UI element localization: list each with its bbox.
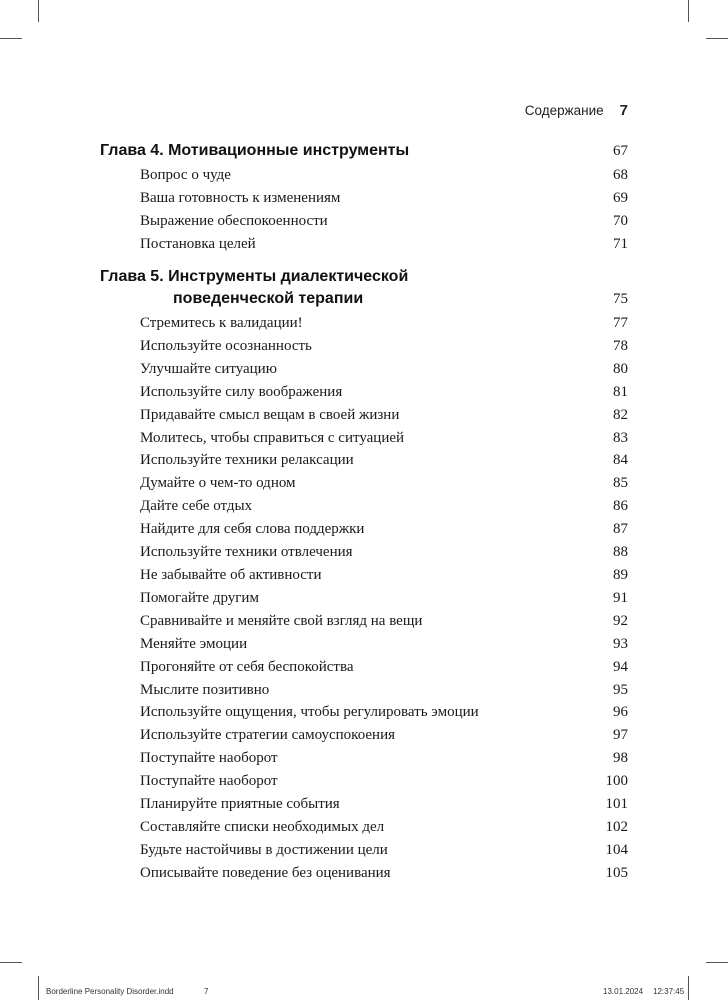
toc-entry: [100, 358, 628, 381]
chapter-5-heading-line-1: [100, 266, 628, 288]
toc-entry: [100, 587, 628, 610]
toc-entry: [100, 747, 628, 770]
toc-entry-page: 102: [605, 818, 628, 835]
crop-mark-left-top: [0, 38, 22, 39]
chapter-5-title-line-1: Глава 5. Инструменты диалектической: [100, 268, 409, 285]
toc-entry: [100, 656, 628, 679]
running-head-section: Содержание: [524, 103, 604, 118]
toc-entry: [100, 495, 628, 518]
toc-entry: [100, 518, 628, 541]
toc-entry-page: 78: [613, 337, 628, 354]
toc-entry-page: 100: [605, 773, 628, 790]
chapter-4-title: Глава 4. Мотивационные инструменты: [100, 142, 410, 159]
crop-mark-left-bottom: [0, 962, 22, 963]
toc-entry: [100, 679, 628, 702]
toc-entry: [100, 381, 628, 404]
toc-entry: [100, 210, 628, 233]
toc-entry: [100, 312, 628, 335]
crop-mark-top-left: [38, 0, 39, 22]
chapter-4: [100, 140, 628, 256]
toc-entry-title: Поступайте наоборот: [140, 750, 278, 767]
chapter-5: [100, 266, 628, 885]
toc-entry-page: 85: [613, 475, 628, 492]
toc-entry: [100, 541, 628, 564]
toc-entry-page: 105: [605, 864, 628, 881]
toc-entry-page: 71: [613, 235, 628, 252]
toc-entry-title: Поступайте наоборот: [140, 773, 278, 790]
toc-entry-page: 86: [613, 498, 628, 515]
chapter-4-page: 67: [613, 143, 628, 159]
chapter-4-entries: [100, 164, 628, 256]
toc-entry-page: 94: [613, 658, 628, 675]
toc-entry: [100, 564, 628, 587]
toc-entry: [100, 862, 628, 885]
toc-entry: [100, 164, 628, 187]
toc-entry-title: Используйте техники релаксации: [140, 452, 354, 469]
toc-entry-page: 82: [613, 406, 628, 423]
toc-entry: [100, 816, 628, 839]
slug-date: 13.01.2024: [603, 987, 644, 996]
toc-entry-page: 77: [613, 315, 628, 331]
crop-mark-top-right: [688, 0, 689, 22]
toc-entry-title: Не забывайте об активности: [140, 566, 322, 583]
toc-entry-title: Используйте стратегии самоуспокоения: [140, 727, 396, 744]
toc-entry-page: 98: [613, 750, 628, 767]
toc-entry-page: 81: [613, 383, 628, 400]
toc-entry-title: Думайте о чем-то одном: [140, 475, 296, 492]
toc-entry-title: Используйте ощущения, чтобы регулировать эмоции: [140, 704, 479, 721]
toc-entry: [100, 770, 628, 793]
toc-entry-page: 96: [613, 704, 628, 721]
slug-time: 12:37:45: [653, 987, 685, 996]
toc-entry-title: Планируйте приятные события: [140, 796, 340, 813]
toc-entry: [100, 701, 628, 724]
toc-entry-page: 87: [613, 521, 628, 538]
toc-entry: [100, 633, 628, 656]
toc-entry: [100, 449, 628, 472]
toc-entry-title: Сравнивайте и меняйте свой взгляд на вещи: [140, 612, 423, 629]
running-head: [525, 102, 628, 119]
running-head-page-number: 7: [619, 102, 628, 119]
toc-entry-title: Постановка целей: [140, 235, 256, 252]
toc-entry-title: Помогайте другим: [140, 589, 259, 606]
crop-mark-bottom-right: [688, 976, 689, 1000]
toc-entry-page: 84: [613, 452, 628, 469]
toc-entry: [100, 724, 628, 747]
toc-entry-title: Меняйте эмоции: [140, 635, 248, 652]
toc-entry-page: 68: [613, 167, 628, 183]
toc-entry-title: Выражение обеспокоенности: [140, 212, 328, 229]
toc-entry-title: Используйте техники отвлечения: [140, 544, 353, 561]
toc-entry: [100, 427, 628, 450]
toc-entry-title: Описывайте поведение без оценивания: [140, 864, 391, 881]
toc-entry-page: 92: [613, 612, 628, 629]
toc-entry-page: 83: [613, 429, 628, 446]
toc-entry-title: Мыслите позитивно: [140, 681, 270, 698]
toc-entry-title: Используйте силу воображения: [140, 383, 343, 400]
toc-entry-title: Составляйте списки необходимых дел: [140, 818, 385, 835]
toc-entry-page: 91: [613, 589, 628, 606]
chapter-5-heading-line-2: [100, 288, 628, 310]
toc-entry: [100, 233, 628, 256]
toc-entry-title: Дайте себе отдых: [140, 498, 253, 515]
toc-entry-title: Вопрос о чуде: [140, 167, 231, 183]
crop-mark-right-bottom: [706, 962, 728, 963]
toc-entry: [100, 187, 628, 210]
toc-entry-title: Стремитесь к валидации!: [140, 315, 303, 331]
toc-entry-title: Прогоняйте от себя беспокойства: [140, 658, 354, 675]
toc-entry-title: Будьте настойчивы в достижении цели: [140, 841, 388, 858]
toc-entry-title: Найдите для себя слова поддержки: [140, 521, 365, 538]
toc-entry-page: 104: [605, 841, 628, 858]
toc-entry-title: Молитесь, чтобы справиться с ситуацией: [140, 429, 405, 446]
toc-entry: [100, 793, 628, 816]
toc-entry-page: 70: [613, 212, 628, 229]
slug-page-number: 7: [204, 987, 209, 996]
slug-filename: Borderline Personality Disorder.indd: [46, 987, 174, 996]
chapter-5-title-line-2: поведенческой терапии: [173, 290, 364, 307]
toc-entry-page: 80: [613, 360, 628, 377]
crop-mark-bottom-left: [38, 976, 39, 1000]
toc-entry-page: 97: [613, 727, 628, 744]
toc-entry-page: 95: [613, 681, 628, 698]
toc-entry-title: Ваша готовность к изменениям: [140, 189, 341, 206]
toc-entry-page: 69: [613, 189, 628, 206]
toc-entry-page: 101: [605, 796, 628, 813]
toc-entry-page: 93: [613, 635, 628, 652]
crop-mark-right-top: [706, 38, 728, 39]
chapter-5-page: 75: [613, 291, 628, 307]
toc-entry: [100, 610, 628, 633]
toc-entry: [100, 472, 628, 495]
toc-entry: [100, 335, 628, 358]
toc-entry: [100, 839, 628, 862]
toc-entry-page: 89: [613, 566, 628, 583]
toc-entry: [100, 404, 628, 427]
toc-entry-page: 88: [613, 544, 628, 561]
chapter-5-entries: [100, 312, 628, 885]
toc-entry-title: Используйте осознанность: [140, 337, 312, 354]
toc-entry-title: Придавайте смысл вещам в своей жизни: [140, 406, 400, 423]
chapter-4-heading: [100, 140, 628, 162]
toc-entry-title: Улучшайте ситуацию: [140, 360, 277, 377]
